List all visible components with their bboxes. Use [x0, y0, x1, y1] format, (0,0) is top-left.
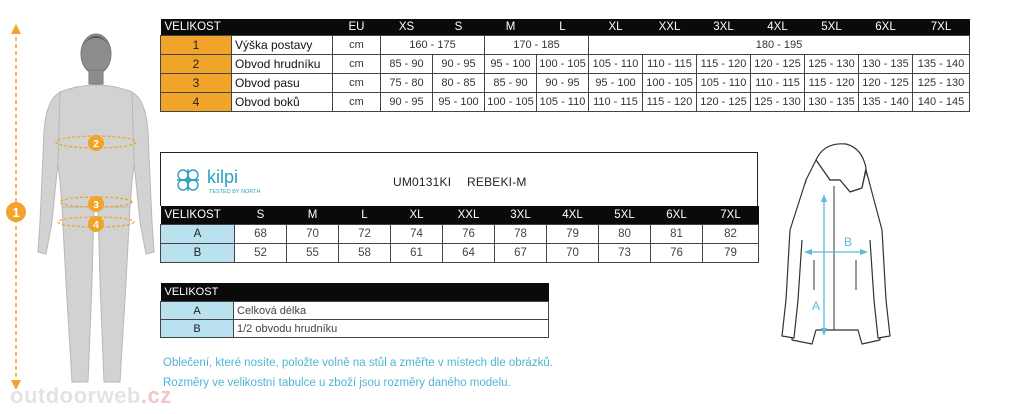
measurement-legend-table	[160, 283, 549, 338]
size-header-cell: S	[433, 19, 485, 36]
size-table-row	[161, 55, 970, 74]
model-value-cell: 82	[703, 225, 759, 244]
model-value-cell: 73	[599, 244, 651, 263]
legend-description: Celková délka	[234, 302, 549, 320]
measure-number: 3	[161, 74, 232, 93]
model-value-cell: 68	[235, 225, 287, 244]
size-value-cell: 100 - 105	[485, 93, 537, 112]
legend-body	[161, 302, 549, 338]
model-header-cell: 4XL	[547, 206, 599, 225]
size-value-cell: 125 - 130	[805, 55, 859, 74]
size-value-cell: 90 - 95	[537, 74, 589, 93]
model-table-body	[161, 225, 759, 263]
brand-tagline: TESTED BY NORTH	[209, 189, 261, 195]
size-header-cell: 4XL	[751, 19, 805, 36]
size-value-cell: 110 - 115	[589, 93, 643, 112]
model-header-cell: 7XL	[703, 206, 759, 225]
watermark-tld: .cz	[140, 383, 172, 408]
size-table-row	[161, 93, 970, 112]
size-value-cell: 135 - 140	[913, 55, 970, 74]
unit-cell: cm	[333, 36, 381, 55]
size-value-cell: 105 - 110	[589, 55, 643, 74]
model-header-cell: XXL	[443, 206, 495, 225]
product-name: REBEKI-M	[467, 175, 527, 189]
size-header-cell: L	[537, 19, 589, 36]
size-value-cell: 130 - 135	[859, 55, 913, 74]
model-header-cell: 5XL	[599, 206, 651, 225]
model-table-row	[161, 225, 759, 244]
measure-label: Obvod pasu	[232, 74, 333, 93]
unit-cell: cm	[333, 55, 381, 74]
size-header-cell: VELIKOST	[161, 19, 232, 36]
size-value-cell: 85 - 90	[381, 55, 433, 74]
model-header-cell: 6XL	[651, 206, 703, 225]
measure-number: 2	[161, 55, 232, 74]
size-value-cell: 115 - 120	[805, 74, 859, 93]
size-header-cell	[232, 19, 333, 36]
model-value-cell: 58	[339, 244, 391, 263]
watermark	[10, 383, 172, 409]
size-header-cell: XS	[381, 19, 433, 36]
size-header-cell: XL	[589, 19, 643, 36]
size-header-cell: M	[485, 19, 537, 36]
watermark-text: outdoorweb	[10, 383, 141, 408]
legend-key: B	[161, 320, 234, 338]
measure-number: 4	[161, 93, 232, 112]
model-value-cell: 72	[339, 225, 391, 244]
size-value-cell: 110 - 115	[751, 74, 805, 93]
model-header-cell: 3XL	[495, 206, 547, 225]
size-value-cell: 125 - 130	[913, 74, 970, 93]
model-value-cell: 61	[391, 244, 443, 263]
model-table-row	[161, 244, 759, 263]
body-measurement-figure	[0, 12, 160, 392]
model-value-cell: 52	[235, 244, 287, 263]
model-row-key: B	[161, 244, 235, 263]
size-value-cell: 110 - 115	[643, 55, 697, 74]
size-table-body	[161, 36, 970, 112]
size-value-cell: 105 - 110	[537, 93, 589, 112]
size-value-cell: 160 - 175	[381, 36, 485, 55]
size-value-cell: 120 - 125	[751, 55, 805, 74]
size-value-cell: 100 - 105	[537, 55, 589, 74]
marker-4-label: 4	[93, 220, 99, 231]
size-value-cell: 100 - 105	[643, 74, 697, 93]
size-value-cell: 90 - 95	[433, 55, 485, 74]
size-table-row	[161, 74, 970, 93]
brand-name: kilpi	[207, 167, 239, 187]
size-header-cell: EU	[333, 19, 381, 36]
size-value-cell: 95 - 100	[433, 93, 485, 112]
size-value-cell: 170 - 185	[485, 36, 589, 55]
jacket-marker-a: A	[811, 299, 820, 313]
measure-label: Výška postavy	[232, 36, 333, 55]
jacket-marker-b: B	[843, 235, 853, 249]
model-value-cell: 74	[391, 225, 443, 244]
model-value-cell: 55	[287, 244, 339, 263]
model-value-cell: 64	[443, 244, 495, 263]
size-value-cell: 115 - 120	[643, 93, 697, 112]
size-value-cell: 95 - 100	[485, 55, 537, 74]
marker-1-label: 1	[12, 205, 20, 220]
size-value-cell: 75 - 80	[381, 74, 433, 93]
size-value-cell: 105 - 110	[697, 74, 751, 93]
product-header	[160, 152, 758, 206]
legend-header: VELIKOST	[161, 283, 549, 302]
model-value-cell: 80	[599, 225, 651, 244]
legend-description: 1/2 obvodu hrudníku	[234, 320, 549, 338]
model-value-cell: 78	[495, 225, 547, 244]
size-value-cell: 120 - 125	[859, 74, 913, 93]
marker-2-label: 2	[93, 139, 99, 150]
size-header-cell: XXL	[643, 19, 697, 36]
size-header-cell: 3XL	[697, 19, 751, 36]
marker-3-label: 3	[93, 200, 99, 211]
measure-label: Obvod boků	[232, 93, 333, 112]
model-header-cell: XL	[391, 206, 443, 225]
size-value-cell: 125 - 130	[751, 93, 805, 112]
model-value-cell: 70	[287, 225, 339, 244]
unit-cell: cm	[333, 74, 381, 93]
size-header-cell: 5XL	[805, 19, 859, 36]
size-value-cell: 130 - 135	[805, 93, 859, 112]
jacket-measurement-figure	[776, 140, 896, 355]
model-value-cell: 79	[703, 244, 759, 263]
size-header-cell: 7XL	[913, 19, 970, 36]
size-value-cell: 95 - 100	[589, 74, 643, 93]
model-value-cell: 76	[443, 225, 495, 244]
size-value-cell: 120 - 125	[697, 93, 751, 112]
measuring-note: Oblečení, které nosíte, položte volně na stůl a změřte v místech dle obrázků.	[163, 357, 553, 369]
size-table-header-row	[161, 19, 970, 36]
model-size-table	[160, 206, 759, 263]
model-value-cell: 70	[547, 244, 599, 263]
model-table-header-row	[161, 206, 759, 225]
model-header-cell: VELIKOST	[161, 206, 235, 225]
legend-row	[161, 320, 549, 338]
size-table	[160, 19, 970, 112]
size-table-row	[161, 36, 970, 55]
model-header-cell: M	[287, 206, 339, 225]
size-value-cell: 180 - 195	[589, 36, 970, 55]
size-value-cell: 115 - 120	[697, 55, 751, 74]
size-value-cell: 140 - 145	[913, 93, 970, 112]
model-value-cell: 67	[495, 244, 547, 263]
size-header-cell: 6XL	[859, 19, 913, 36]
size-value-cell: 90 - 95	[381, 93, 433, 112]
measure-label: Obvod hrudníku	[232, 55, 333, 74]
model-value-cell: 79	[547, 225, 599, 244]
unit-cell: cm	[333, 93, 381, 112]
model-value-cell: 81	[651, 225, 703, 244]
model-header-cell: L	[339, 206, 391, 225]
model-value-cell: 76	[651, 244, 703, 263]
size-note: Rozměry ve velikostní tabulce u zboží jsou rozměry daného modelu.	[163, 377, 511, 389]
model-row-key: A	[161, 225, 235, 244]
size-value-cell: 85 - 90	[485, 74, 537, 93]
measure-number: 1	[161, 36, 232, 55]
marker-1-badge	[6, 202, 26, 222]
kilpi-logo	[173, 163, 283, 199]
legend-row	[161, 302, 549, 320]
legend-key: A	[161, 302, 234, 320]
model-header-cell: S	[235, 206, 287, 225]
size-value-cell: 80 - 85	[433, 74, 485, 93]
product-code: UM0131KI	[393, 175, 452, 189]
size-value-cell: 135 - 140	[859, 93, 913, 112]
